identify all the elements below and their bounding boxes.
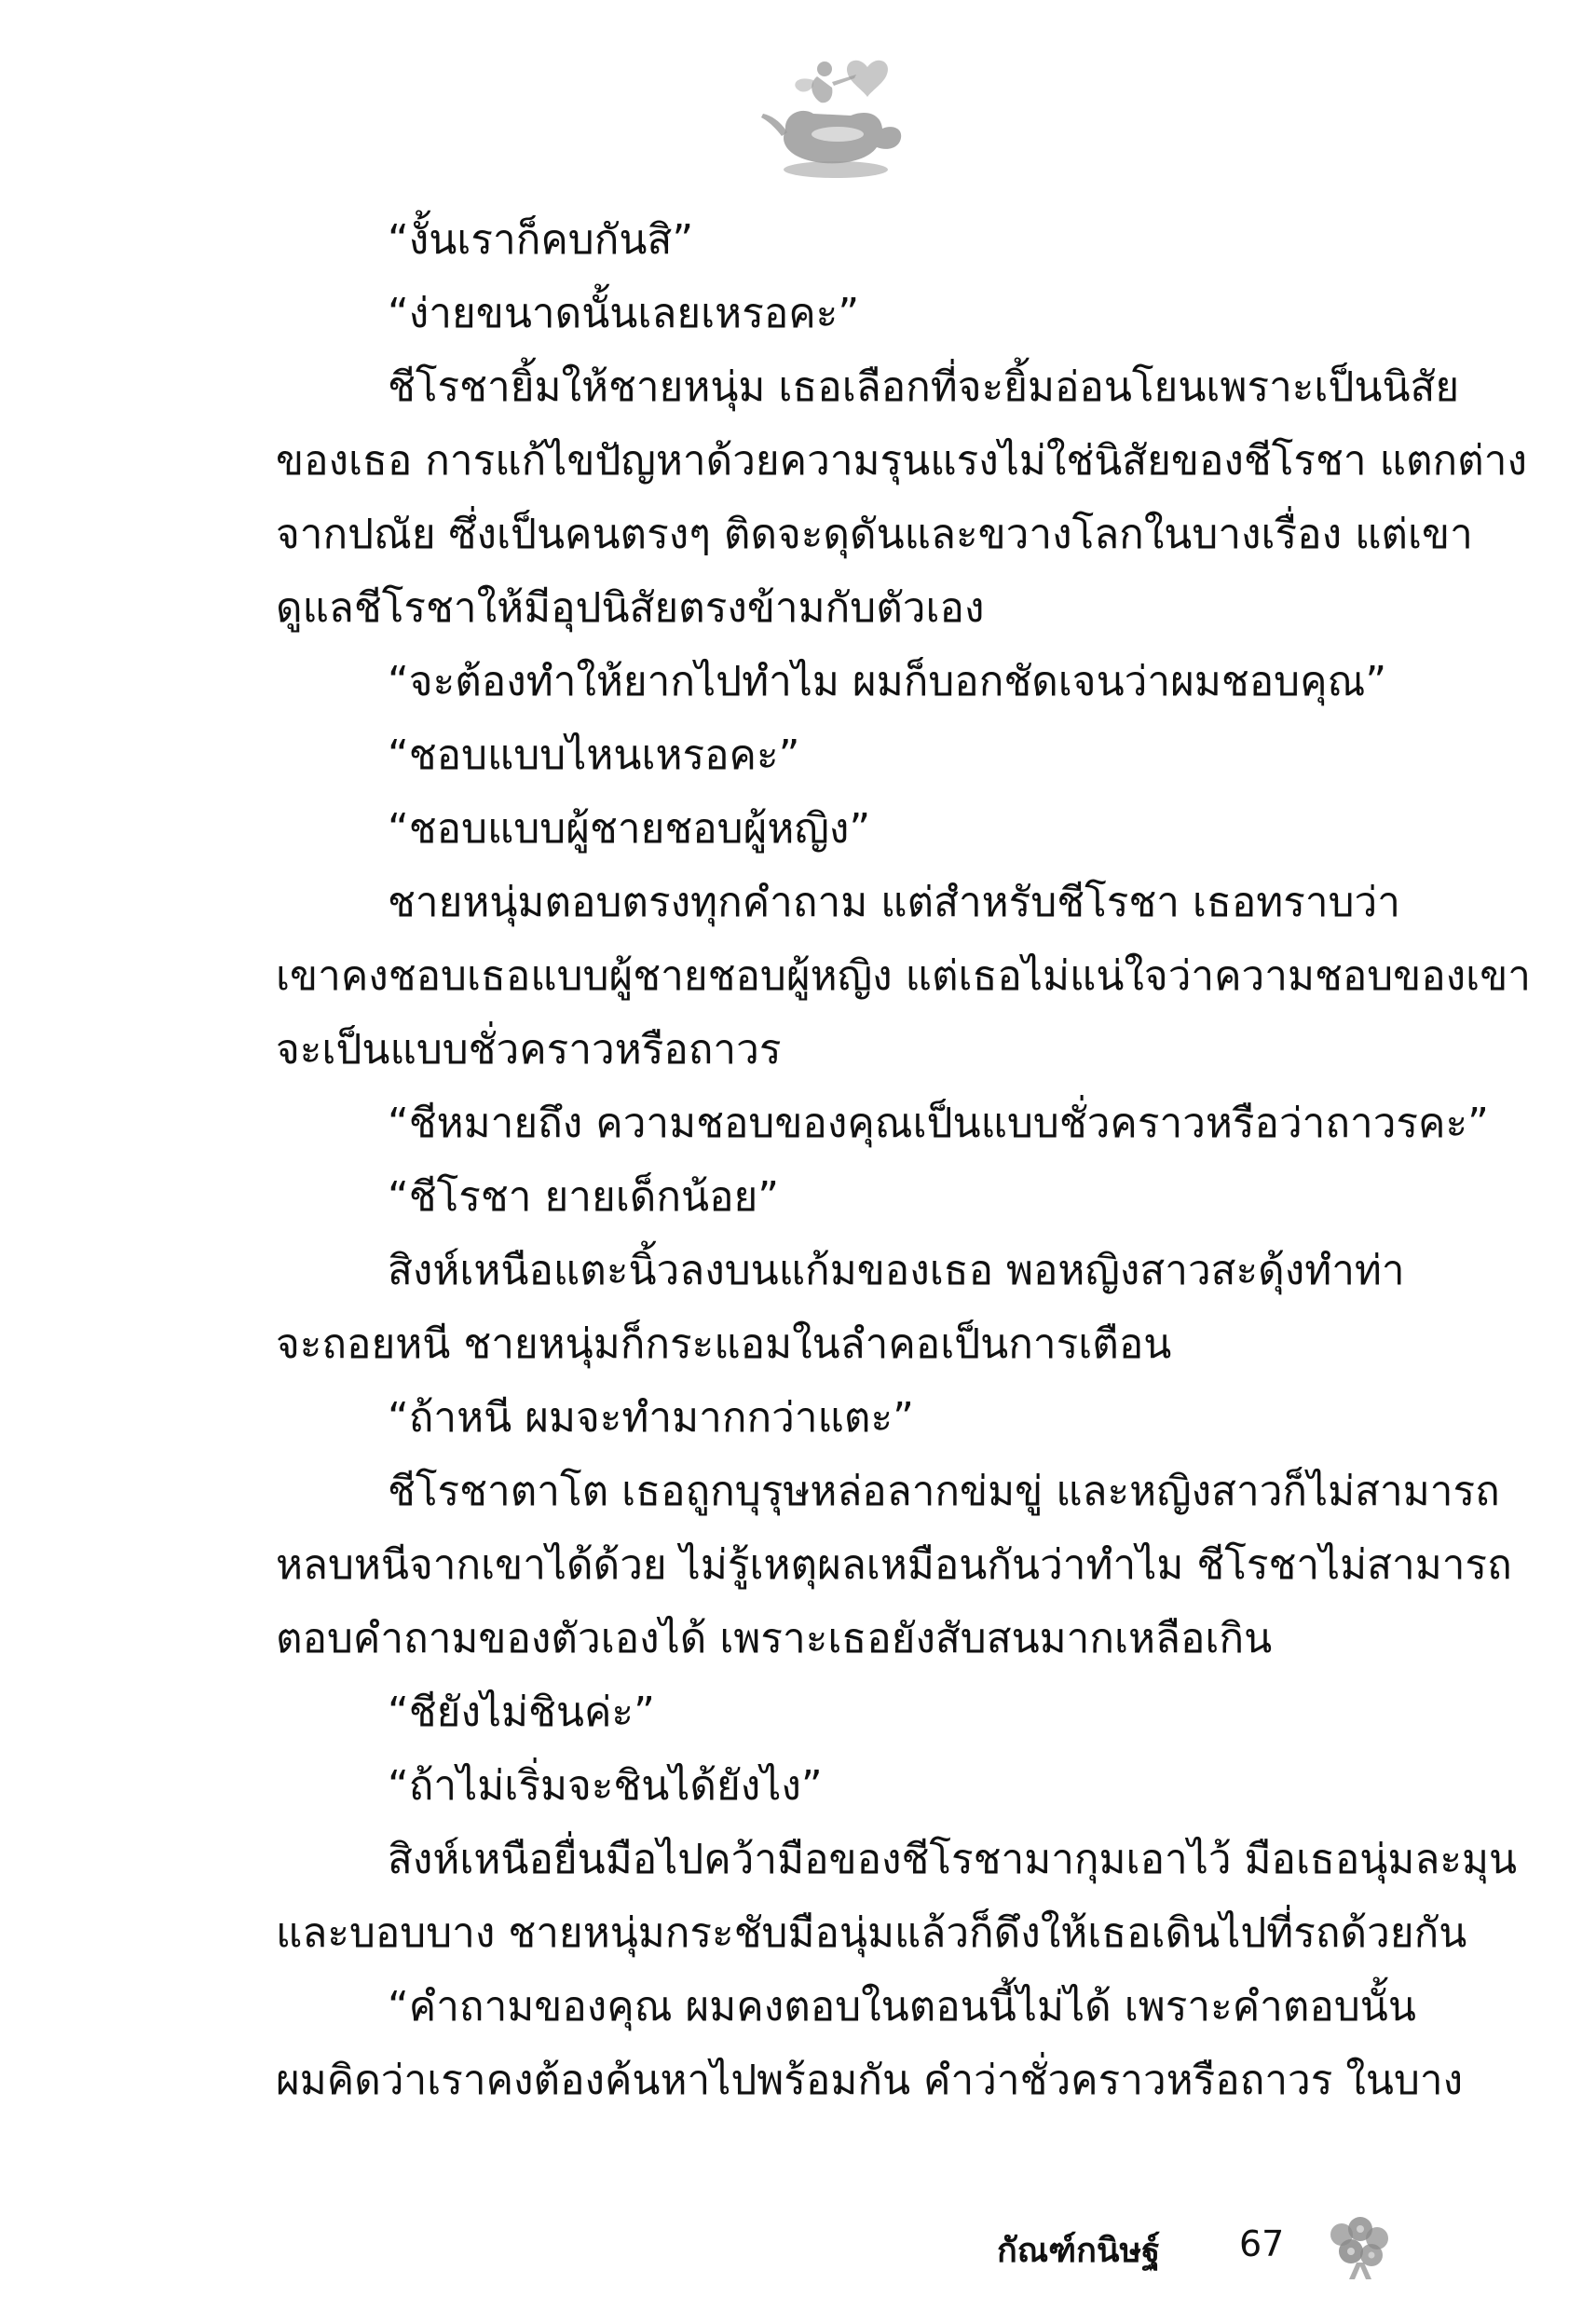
flower-bouquet-icon [1323, 2214, 1396, 2281]
body-text [276, 203, 1531, 2117]
text-line: ชีโรชายิ้มให้ชายหนุ่ม เธอเลือกที่จะยิ้มอ่อนโยนเพราะเป็นนิสัย [388, 363, 1460, 411]
text-line: ชีโรชาตาโต เธอถูกบุรุษหล่อลากข่มขู่ และหญิงสาวก็ไม่สามารถ [388, 1468, 1500, 1515]
text-line: และบอบบาง ชายหนุ่มกระชับมือนุ่มแล้วก็ดึงให้เธอเดินไปที่รถด้วยกัน [276, 1909, 1467, 1957]
teapot-cupid-icon [759, 48, 918, 188]
text-line: “ชีหมายถึง ความชอบของคุณเป็นแบบชั่วคราวหรือว่าถาวรคะ” [388, 1100, 1489, 1147]
text-line: จากปณัย ซึ่งเป็นคนตรงๆ ติดจะดุดันและขวางโลกในบางเรื่อง แต่เขา [276, 511, 1473, 558]
text-line: ชายหนุ่มตอบตรงทุกคำถาม แต่สำหรับชีโรชา เธอทราบว่า [388, 879, 1400, 926]
text-line: “ถ้าหนี ผมจะทำมากกว่าแตะ” [388, 1394, 914, 1442]
text-line: “จะต้องทำให้ยากไปทำไม ผมก็บอกชัดเจนว่าผมชอบคุณ” [388, 658, 1387, 705]
text-line: ของเธอ การแก้ไขปัญหาด้วยความรุนแรงไม่ใช่นิสัยของชีโรชา แตกต่าง [276, 437, 1527, 485]
text-line: จะเป็นแบบชั่วคราวหรือถาวร [276, 1026, 782, 1073]
text-line: ตอบคำถามของตัวเองได้ เพราะเธอยังสับสนมากเหลือเกิน [276, 1615, 1273, 1662]
text-line: “ชอบแบบไหนเหรอคะ” [388, 732, 800, 779]
text-line: “ถ้าไม่เริ่มจะชินได้ยังไง” [388, 1762, 823, 1810]
text-line: “ชีโรชา ยายเด็กน้อย” [388, 1173, 780, 1221]
text-line: จะถอยหนี ชายหนุ่มก็กระแอมในลำคอเป็นการเตือน [276, 1320, 1172, 1368]
text-line: สิงห์เหนือแตะนิ้วลงบนแก้มของเธอ พอหญิงสาวสะดุ้งทำท่า [388, 1247, 1405, 1294]
book-title: กัณฑ์กนิษฐ์ [997, 2232, 1161, 2270]
text-line: “ชอบแบบผู้ชายชอบผู้หญิง” [388, 805, 871, 853]
text-line: “ง่ายขนาดนั้นเลยเหรอคะ” [388, 290, 860, 337]
text-line: ผมคิดว่าเราคงต้องค้นหาไปพร้อมกัน คำว่าชั่วคราวหรือถาวร ในบาง [276, 2057, 1464, 2104]
text-line: ดูแลชีโรชาให้มีอุปนิสัยตรงข้ามกับตัวเอง [276, 584, 985, 632]
text-line: สิงห์เหนือยื่นมือไปคว้ามือของชีโรชามากุมเอาไว้ มือเธอนุ่มละมุน [388, 1836, 1518, 1883]
text-line: “ชียังไม่ชินค่ะ” [388, 1689, 655, 1736]
text-line: “งั้นเราก็คบกันสิ” [388, 216, 694, 264]
text-line: “คำถามของคุณ ผมคงตอบในตอนนี้ไม่ได้ เพราะคำตอบนั้น [388, 1983, 1416, 2031]
text-line: หลบหนีจากเขาได้ด้วย ไม่รู้เหตุผลเหมือนกันว่าทำไม ชีโรชาไม่สามารถ [276, 1541, 1512, 1589]
page-number: 67 [1239, 2223, 1285, 2264]
text-line: เขาคงชอบเธอแบบผู้ชายชอบผู้หญิง แต่เธอไม่แน่ใจว่าความชอบของเขา [276, 952, 1531, 1000]
page-footer [997, 2214, 1398, 2289]
